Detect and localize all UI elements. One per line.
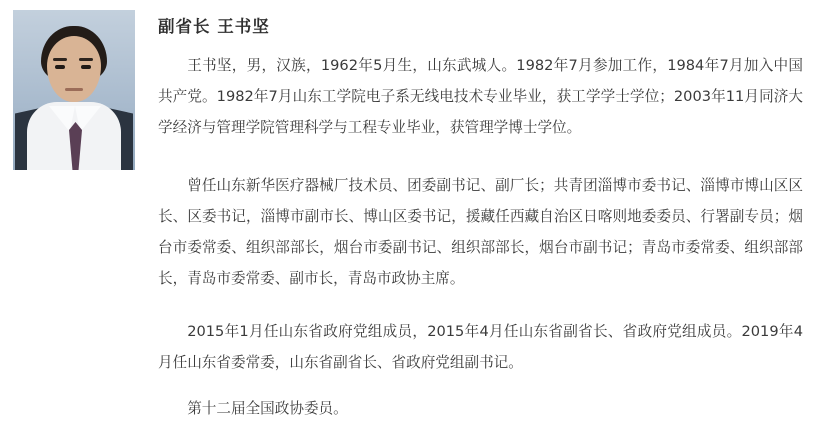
biography-paragraph-4: 第十二届全国政协委员。 xyxy=(187,400,348,417)
portrait-eyebrow-left xyxy=(53,58,67,61)
profile-text-column xyxy=(158,0,803,143)
biography-paragraph-1: 王书坚，男，汉族，1962年5月生，山东武城人。1982年7月参加工作，1984年7月加入中国共产党。1982年7月山东工学院电子系无线电技术专业毕业，获工学学士学位；2003年11月同济大学经济与管理学院管理科学与工程专业毕业，获管理学博士学位。 xyxy=(158,57,803,136)
portrait-eye-right xyxy=(81,65,91,69)
official-portrait-photo xyxy=(13,10,135,170)
biography-paragraph-2: 曾任山东新华医疗器械厂技术员、团委副书记、副厂长；共青团淄博市委书记、淄博市博山区区长、区委书记，淄博市副市长、博山区委书记，援藏任西藏自治区日喀则地委委员、行署副专员；烟台市委常委、组织部部长，烟台市委副书记、组织部部长，烟台市副书记；青岛市委常委、组织部部长，青岛市委常委、副市长，青岛市政协主席。 xyxy=(158,177,803,287)
biography-paragraph-3: 2015年1月任山东省政府党组成员，2015年4月任山东省副省长、省政府党组成员。2019年4月任山东省委常委，山东省副省长、省政府党组副书记。 xyxy=(158,323,803,371)
biography-paragraph-2-wrap xyxy=(158,170,803,294)
biography-paragraph-3-wrap xyxy=(158,316,803,378)
biography-paragraph-4-wrap xyxy=(158,393,803,424)
portrait-eye-left xyxy=(55,65,65,69)
page-title: 副省长 王书坚 xyxy=(158,17,270,36)
portrait-face xyxy=(47,36,101,102)
portrait-mouth xyxy=(65,88,83,91)
portrait-eyebrow-right xyxy=(79,58,93,61)
